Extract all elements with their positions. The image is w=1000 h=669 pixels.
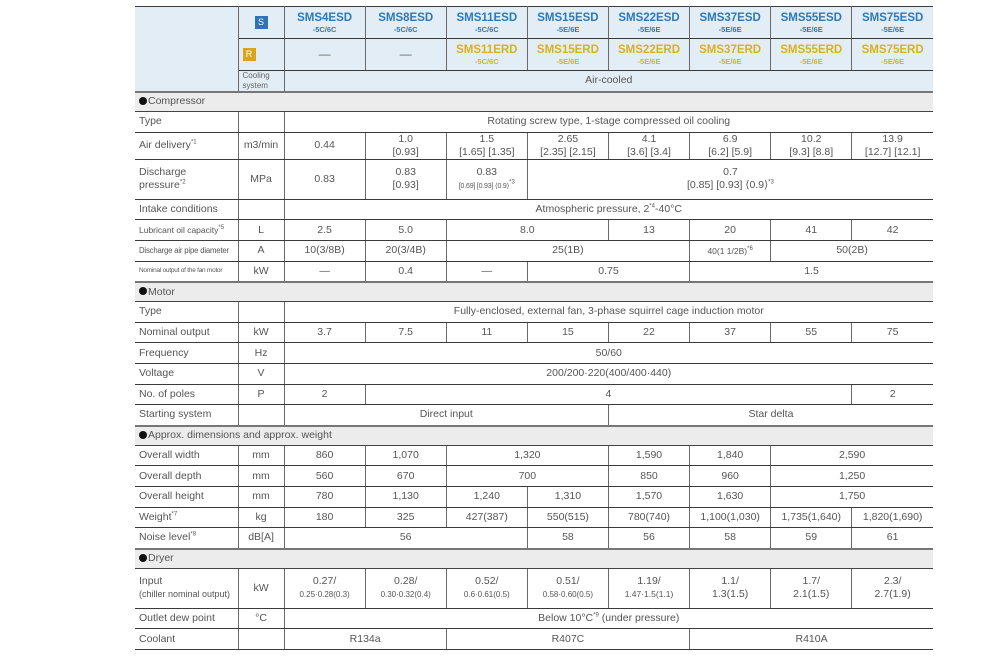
r-series-badge: R xyxy=(243,48,256,61)
bullet-icon xyxy=(139,431,147,439)
row-label: Discharge pressure$^{*2}$ xyxy=(135,159,238,199)
cooling-system-row xyxy=(135,71,933,93)
model-esd-3: SMS15ESD -5E/6E xyxy=(527,7,608,39)
bullet-icon xyxy=(139,97,147,105)
row-label: Type xyxy=(135,112,238,133)
model-erd-6: SMS55ERD -5E/6E xyxy=(771,39,852,71)
row-starting-system: Starting system Direct input Star delta xyxy=(135,405,933,426)
model-esd-7: SMS75ESD -5E/6E xyxy=(852,7,933,39)
row-unit: P xyxy=(238,384,284,405)
r-badge-cell xyxy=(238,39,284,71)
model-esd-0: SMS4ESD -5C/6C xyxy=(284,7,365,39)
model-erd-0: — xyxy=(284,39,365,71)
row-unit: kW xyxy=(238,568,284,608)
row-overall-depth: Overall depth mm 560 670 700 850 960 1,250 xyxy=(135,466,933,487)
row-label: Nominal output xyxy=(135,322,238,343)
model-esd-2: SMS11ESD -5C/6C xyxy=(446,7,527,39)
row-label: Coolant xyxy=(135,629,238,650)
row-label: Air delivery$^{*1}$ xyxy=(135,132,238,159)
row-label: Outlet dew point xyxy=(135,608,238,629)
row-unit: Hz xyxy=(238,343,284,364)
row-label: Overall height xyxy=(135,486,238,507)
row-unit: A xyxy=(238,241,284,262)
row-voltage: Voltage V 200/200·220(400/400·440) xyxy=(135,364,933,385)
row-label: Overall depth xyxy=(135,466,238,487)
row-label: Type xyxy=(135,302,238,323)
row-label: No. of poles xyxy=(135,384,238,405)
row-outlet-dew-point: Outlet dew point °C Below $10^\circ C^{*9}$ (under pressure) xyxy=(135,608,933,629)
row-fan-motor-output: Nominal output of the fan motor kW — 0.4 — 0.75 1.5 xyxy=(135,261,933,282)
row-label: Noise level$^{*8}$ xyxy=(135,528,238,549)
cooling-system-value: Air-cooled xyxy=(284,71,933,93)
row-lubricant-oil: Lubricant oil capacity$^{*5}$ L 2.5 5.0 8.0 13 20 41 42 xyxy=(135,220,933,241)
model-erd-2: SMS11ERD -5C/6C xyxy=(446,39,527,71)
row-dryer-input: Input (chiller nominal output) kW 0.27/ 0.25·0.28(0.3) 0.28/ 0.30·0.32(0.4) 0.52/ 0.6·0.61(0.5) 0.51/ 0.58·0.60(0.5) 1.19/ 1.47·1.5(1.1) 1.1/ 1.3(1.5) 1.7/ 2.1(1.5) 2.3/ 2.7(1.9) xyxy=(135,568,933,608)
row-value: Rotating screw type, 1-stage compressed oil cooling xyxy=(284,112,933,133)
row-discharge-pipe: Discharge air pipe diameter A 10(3/8B) 20(3/4B) 25(1B) 40(1 1/2B)$^{*6}$ 50(2B) xyxy=(135,241,933,262)
row-air-delivery: Air delivery$^{*1}$ m3/min 0.44 1.0 [0.93] 1.5 [1.65] [1.35] 2.65 [2.35] [2.15] 4.1 [3.6] [3.4] 6.9 [6.2] [5.9] 10.2 [9.3] [8.8] 13.9 [12.7] [12.1] xyxy=(135,132,933,159)
row-unit: V xyxy=(238,364,284,385)
model-erd-4: SMS22ERD -5E/6E xyxy=(608,39,689,71)
header-corner xyxy=(135,7,238,93)
model-esd-6: SMS55ESD -5E/6E xyxy=(771,7,852,39)
row-discharge-pressure: Discharge pressure$^{*2}$ MPa 0.83 0.83 [0.93] 0.83 [0.69] [0.93] ⟨0.9⟩$^{*3}$ 0.7 [0.85] [0.93] ⟨0.9⟩$^{*3}$ xyxy=(135,159,933,199)
row-label: Weight$^{*7}$ xyxy=(135,507,238,528)
row-label: Overall width xyxy=(135,445,238,466)
row-motor-type: Type Fully-enclosed, external fan, 3-phase squirrel cage induction motor xyxy=(135,302,933,323)
model-esd-5: SMS37ESD -5E/6E xyxy=(690,7,771,39)
row-unit: kg xyxy=(238,507,284,528)
row-intake-conditions: Intake conditions Atmospheric pressure, 2$^{*4}$-40°C xyxy=(135,199,933,220)
row-label: Frequency xyxy=(135,343,238,364)
section-dryer xyxy=(135,549,933,569)
row-label: Nominal output of the fan motor xyxy=(135,261,238,282)
model-esd-1: SMS8ESD -5C/6C xyxy=(365,7,446,39)
row-unit: °C xyxy=(238,608,284,629)
bullet-icon xyxy=(139,554,147,562)
row-label: Starting system xyxy=(135,405,238,426)
row-unit: kW xyxy=(238,322,284,343)
row-poles: No. of poles P 2 4 2 xyxy=(135,384,933,405)
row-unit: kW xyxy=(238,261,284,282)
row-unit: dB[A] xyxy=(238,528,284,549)
row-weight: Weight$^{*7}$ kg 180 325 427(387) 550(515) 780(740) 1,100(1,030) 1,735(1,640) 1,820(1,690) xyxy=(135,507,933,528)
spec-table xyxy=(135,6,933,650)
row-noise-level: Noise level$^{*8}$ dB[A] 56 58 56 58 59 61 xyxy=(135,528,933,549)
row-label: Voltage xyxy=(135,364,238,385)
row-unit: MPa xyxy=(238,159,284,199)
row-unit: mm xyxy=(238,445,284,466)
row-unit: mm xyxy=(238,486,284,507)
section-dimensions xyxy=(135,426,933,446)
model-erd-1: — xyxy=(365,39,446,71)
s-badge-cell xyxy=(238,7,284,39)
section-compressor xyxy=(135,92,933,112)
row-overall-width: Overall width mm 860 1,070 1,320 1,590 1,840 2,590 xyxy=(135,445,933,466)
s-series-badge: S xyxy=(255,16,268,29)
row-label: Lubricant oil capacity$^{*5}$ xyxy=(135,220,238,241)
row-label: Input (chiller nominal output) xyxy=(135,568,238,608)
row-label: Discharge air pipe diameter xyxy=(135,241,238,262)
erd-model-row xyxy=(135,39,933,71)
model-erd-3: SMS15ERD -5E/6E xyxy=(527,39,608,71)
row-overall-height: Overall height mm 780 1,130 1,240 1,310 1,570 1,630 1,750 xyxy=(135,486,933,507)
esd-model-row xyxy=(135,7,933,39)
section-title: Dryer xyxy=(148,552,174,565)
row-label: Intake conditions xyxy=(135,199,238,220)
row-nominal-output: Nominal output kW 3.7 7.5 11 15 22 37 55 75 xyxy=(135,322,933,343)
row-unit: L xyxy=(238,220,284,241)
model-erd-7: SMS75ERD -5E/6E xyxy=(852,39,933,71)
section-motor xyxy=(135,282,933,302)
section-title: Approx. dimensions and approx. weight xyxy=(148,429,332,442)
bullet-icon xyxy=(139,287,147,295)
model-esd-4: SMS22ESD -5E/6E xyxy=(608,7,689,39)
cooling-system-label: Cooling system xyxy=(238,71,284,93)
model-erd-5: SMS37ERD -5E/6E xyxy=(690,39,771,71)
row-frequency: Frequency Hz 50/60 xyxy=(135,343,933,364)
section-title: Compressor xyxy=(148,95,206,108)
row-compressor-type xyxy=(135,112,933,133)
section-title: Motor xyxy=(148,285,175,298)
row-unit: mm xyxy=(238,466,284,487)
row-unit: m3/min xyxy=(238,132,284,159)
row-coolant: Coolant R134a R407C R410A xyxy=(135,629,933,650)
